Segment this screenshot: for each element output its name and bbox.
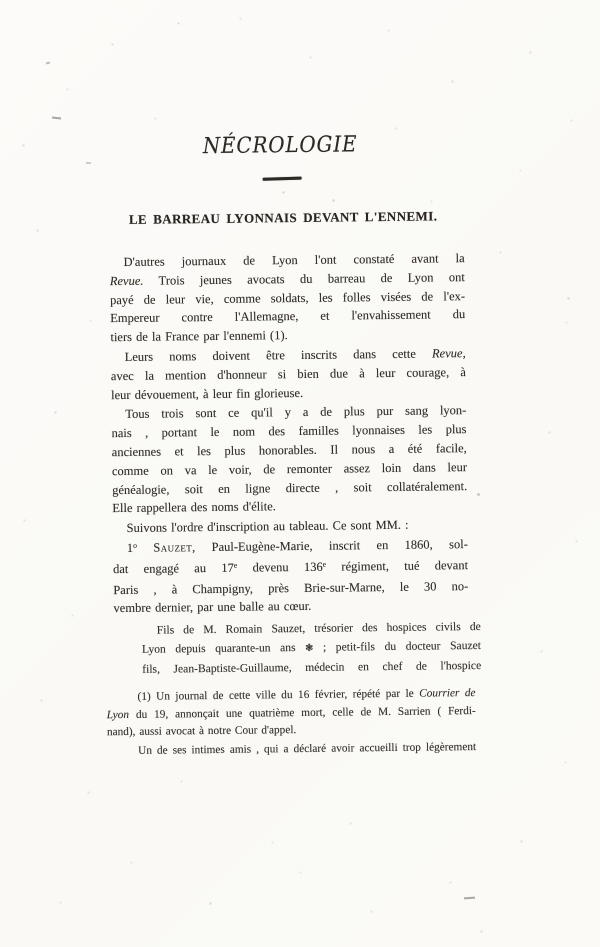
text-segment: Fils de M. Romain Sauzet, trésorier des hospices civils de: [156, 619, 481, 637]
text-segment: [137, 541, 154, 555]
page-title: [0, 130, 564, 161]
text-segment: , Paul-Eugène-Marie, inscrit en 1860, sol-: [192, 537, 468, 555]
paragraph: [107, 739, 476, 761]
text-segment: tiers de la France par l'ennemi (1).: [110, 328, 288, 345]
text-line: [107, 739, 476, 761]
text-segment: Tous trois sont ce qu'il y a de plus pur sang lyon-: [125, 403, 467, 422]
paragraph: [111, 401, 467, 518]
text-segment: vembre dernier, par une balle au cœur.: [113, 599, 312, 616]
text-segment: payé de leur vie, comme soldats, les folles visées de l'ex-: [109, 288, 466, 307]
text-line: [111, 382, 466, 405]
scan-noise-speckles: [0, 0, 1, 1]
text-segment: Sauzet: [153, 540, 193, 555]
text-segment: ; petit-fils du docteur Sauzet: [313, 638, 482, 654]
text-segment: fils, Jean-Baptiste-Guillaume, médecin en chef de l'hospice: [142, 658, 482, 676]
text-segment: comme on va le voir, de remonter assez loin dans leur: [111, 459, 468, 478]
text-segment: Paris , à Champigny, près Brie-sur-Marne, le 30 no-: [113, 578, 469, 597]
text-segment: Revue.: [109, 273, 144, 288]
paragraph: [142, 617, 482, 679]
title-divider-rule: [263, 177, 302, 181]
page-title-text: NÉCROLOGIE: [202, 132, 358, 160]
text-segment: devenu 136: [237, 559, 323, 575]
text-segment: o: [133, 541, 137, 551]
text-segment: du 19, annonçait une quatrième mort, celle de M. Sarrien ( Ferdi-: [128, 704, 476, 721]
text-segment: 1: [126, 540, 134, 555]
text-segment: Un de ses intimes amis , qui a déclaré avoir accueilli trop légèrement: [138, 740, 477, 757]
text-segment: anciennes et les plus honorables. Il nous a été facile,: [111, 441, 467, 460]
text-segment: D'autres journaux de Lyon l'ont constaté avant la: [123, 251, 465, 269]
text-line: [113, 595, 468, 618]
text-segment: nand), aussi avocat à notre Cour d'appel.: [106, 724, 297, 739]
text-segment: dat engagé au 17: [112, 560, 234, 576]
text-segment: Leurs noms doivent être inscrits dans cette: [124, 346, 433, 364]
decoration-rosette-icon: ❃: [305, 642, 314, 654]
text-segment: Suivons l'ordre d'inscription au tableau. Ce sont MM. :: [126, 517, 409, 536]
paragraph: [111, 344, 467, 404]
paragraph: [109, 249, 465, 347]
text-segment: Courrier de: [419, 687, 476, 700]
text-line: [111, 363, 466, 386]
article-body: [109, 249, 468, 618]
text-segment: e: [233, 560, 238, 571]
footnote: [106, 685, 476, 761]
text-segment: avec la mention d'honneur si bien due à leur courage, à: [110, 364, 466, 383]
text-segment: Lyon: [106, 708, 130, 721]
biography-note: [142, 617, 482, 679]
text-segment: régiment, tué devant: [326, 557, 469, 574]
text-segment: leur dévouement, à leur fin glorieuse.: [111, 385, 304, 402]
text-segment: Elle rappellera des noms d'élite.: [112, 499, 276, 516]
text-segment: (1) Un journal de cette ville du 16 février, répété par le: [137, 687, 420, 703]
paragraph: [113, 535, 469, 618]
text-segment: généalogie, soit en ligne directe , soit collatéralement.: [112, 478, 468, 497]
section-heading: LE BARREAU LYONNAIS DEVANT L'ENNEMI.: [128, 208, 438, 227]
text-segment: nais , portant le nom des familles lyonnaises les plus: [111, 422, 467, 441]
text-line: [110, 324, 465, 347]
text-segment: Empereur contre l'Allemagne, et l'envahissement du: [110, 307, 466, 326]
text-segment: Trois jeunes avocats du barreau de Lyon ont: [143, 269, 465, 288]
text-segment: Lyon depuis quarante-un ans: [141, 640, 306, 656]
text-segment: e: [322, 559, 327, 570]
paragraph: [106, 685, 476, 742]
text-segment: Revue,: [431, 346, 466, 361]
text-line: [142, 656, 481, 679]
